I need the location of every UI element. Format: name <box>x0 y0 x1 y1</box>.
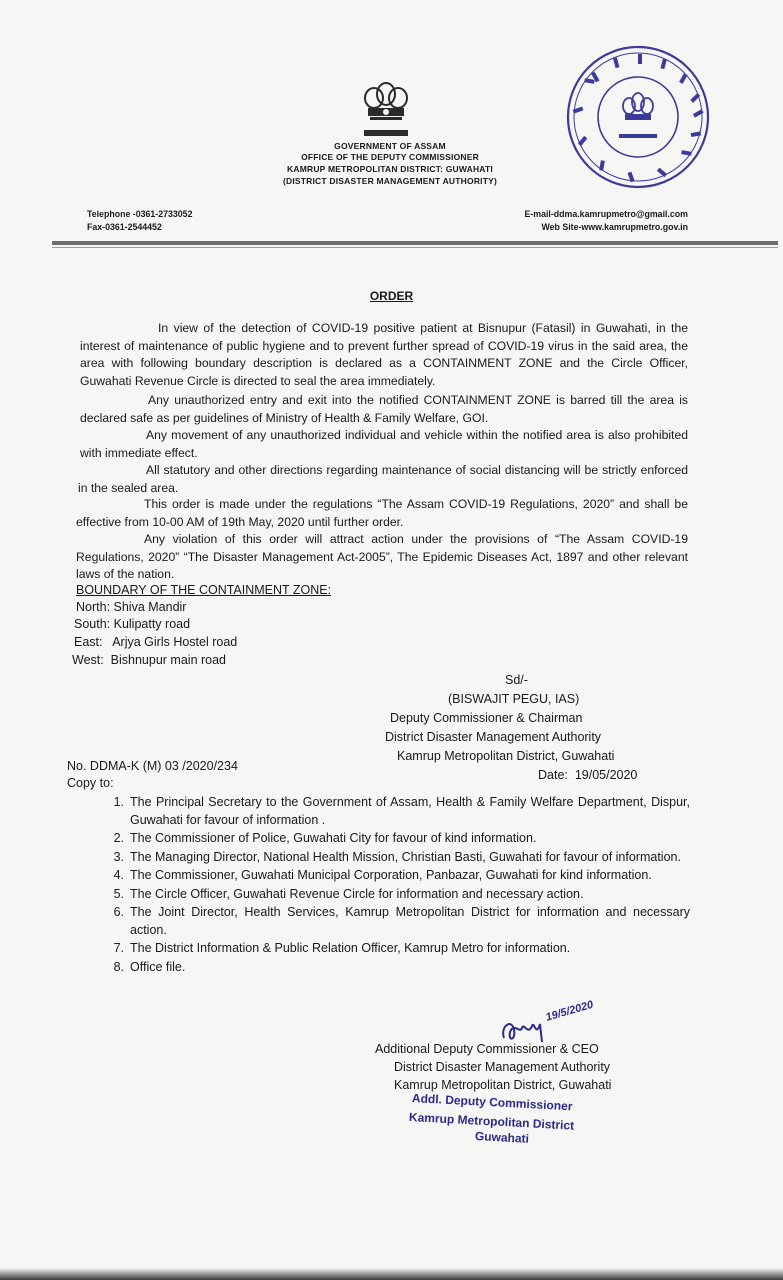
email-address: E-mail-ddma.kamrupmetro@gmail.com <box>524 209 688 219</box>
copy-to-label: Copy to: <box>67 776 114 790</box>
boundary-east: East: Arjya Girls Hostel road <box>74 635 238 649</box>
second-signatory-designation: Additional Deputy Commissioner & CEO <box>375 1042 599 1056</box>
office-name: OFFICE OF THE DEPUTY COMMISSIONER <box>301 152 479 162</box>
district-name: KAMRUP METROPOLITAN DISTRICT: GUWAHATI <box>287 164 493 174</box>
header-divider-thin <box>52 247 778 248</box>
list-item: 3. The Managing Director, National Health Mission, Christian Basti, Guwahati for favour of information. <box>113 849 681 864</box>
govt-name: GOVERNMENT OF ASSAM <box>334 141 446 151</box>
signatory-designation: Deputy Commissioner & Chairman <box>390 711 583 725</box>
copy-list <box>106 794 690 976</box>
sd-mark: Sd/- <box>505 673 528 687</box>
boundary-west: West: Bishnupur main road <box>72 653 227 667</box>
stamp-line-1: Addl. Deputy Commissioner <box>411 1091 573 1114</box>
handwritten-date: 19/5/2020 <box>544 998 595 1024</box>
boundary-south: South: Kulipatty road <box>74 617 191 631</box>
order-title: ORDER <box>369 289 414 303</box>
telephone-number: Telephone -0361-2733052 <box>87 209 193 219</box>
signatory-name: (BISWAJIT PEGU, IAS) <box>448 692 580 706</box>
website-address: Web Site-www.kamrupmetro.gov.in <box>541 222 688 232</box>
stamp-line-3: Guwahati <box>474 1129 530 1146</box>
boundary-heading: BOUNDARY OF THE CONTAINMENT ZONE: <box>76 583 332 597</box>
scan-edge <box>0 1268 783 1280</box>
boundary-north: North: Shiva Mandir <box>76 600 187 614</box>
authority-name: (DISTRICT DISASTER MANAGEMENT AUTHORITY) <box>282 176 498 186</box>
order-paragraph-1: In view of the detection of COVID-19 positive patient at Bisnupur (Fatasil) in Guwahati, in the interest of maintenance of public hygiene and to prevent further spread of COVID-19 virus in the said area, the area with following boundary description is declared as a CONTAINMENT ZONE and the Circle Officer, Guwahati Revenue Circle is directed to seal the area immediately. <box>80 321 688 388</box>
second-signatory-district: Kamrup Metropolitan District, Guwahati <box>394 1078 612 1092</box>
signatory-district: Kamrup Metropolitan District, Guwahati <box>397 749 615 763</box>
second-signatory-authority: District Disaster Management Authority <box>394 1060 611 1074</box>
signatory-authority: District Disaster Management Authority <box>385 730 602 744</box>
list-item: 8. Office file. <box>113 959 186 974</box>
order-date: Date: 19/05/2020 <box>538 768 638 782</box>
list-item: 6. The Joint Director, Health Services, Kamrup Metropolitan District for information and necessary action. <box>113 905 690 937</box>
reference-number: No. DDMA-K (M) 03 /2020/234 <box>67 759 238 773</box>
list-item: 7. The District Information & Public Relation Officer, Kamrup Metro for information. <box>113 941 571 955</box>
order-paragraph-3: Any movement of any unauthorized individual and vehicle within the notified area is also prohibited with immediate effect. <box>80 428 688 460</box>
stamp-line-2: Kamrup Metropolitan District <box>408 1110 575 1133</box>
office-seal-icon <box>563 42 713 192</box>
order-paragraph-4: All statutory and other directions regarding maintenance of social distancing will be strictly enforced in the sealed area. <box>78 463 688 495</box>
list-item: 4. The Commissioner, Guwahati Municipal Corporation, Panbazar, Guwahati for kind information. <box>113 868 652 882</box>
header-divider <box>52 241 778 245</box>
list-item: 2. The Commissioner of Police, Guwahati City for favour of kind information. <box>113 831 537 845</box>
order-paragraph-5: This order is made under the regulations “The Assam COVID-19 Regulations, 2020” and shall be effective from 10-00 AM of 19th May, 2020 until further order. <box>76 497 688 529</box>
list-item: 1. The Principal Secretary to the Government of Assam, Health & Family Welfare Department, Dispur, Guwahati for favour of information . <box>113 795 690 827</box>
order-paragraph-2: Any unauthorized entry and exit into the notified CONTAINMENT ZONE is barred till the area is declared safe as per guidelines of Ministry of Health & Family Welfare, GOI. <box>80 393 688 425</box>
fax-number: Fax-0361-2544452 <box>87 222 162 232</box>
national-emblem-icon <box>360 80 412 140</box>
order-paragraph-6: Any violation of this order will attract action under the provisions of “The Assam COVID-19 Regulations, 2020” “The Disaster Management Act-2005”, The Epidemic Diseases Act, 1897 and other relevant laws of the nation. <box>76 532 688 582</box>
list-item: 5. The Circle Officer, Guwahati Revenue Circle for information and necessary action. <box>113 886 584 901</box>
